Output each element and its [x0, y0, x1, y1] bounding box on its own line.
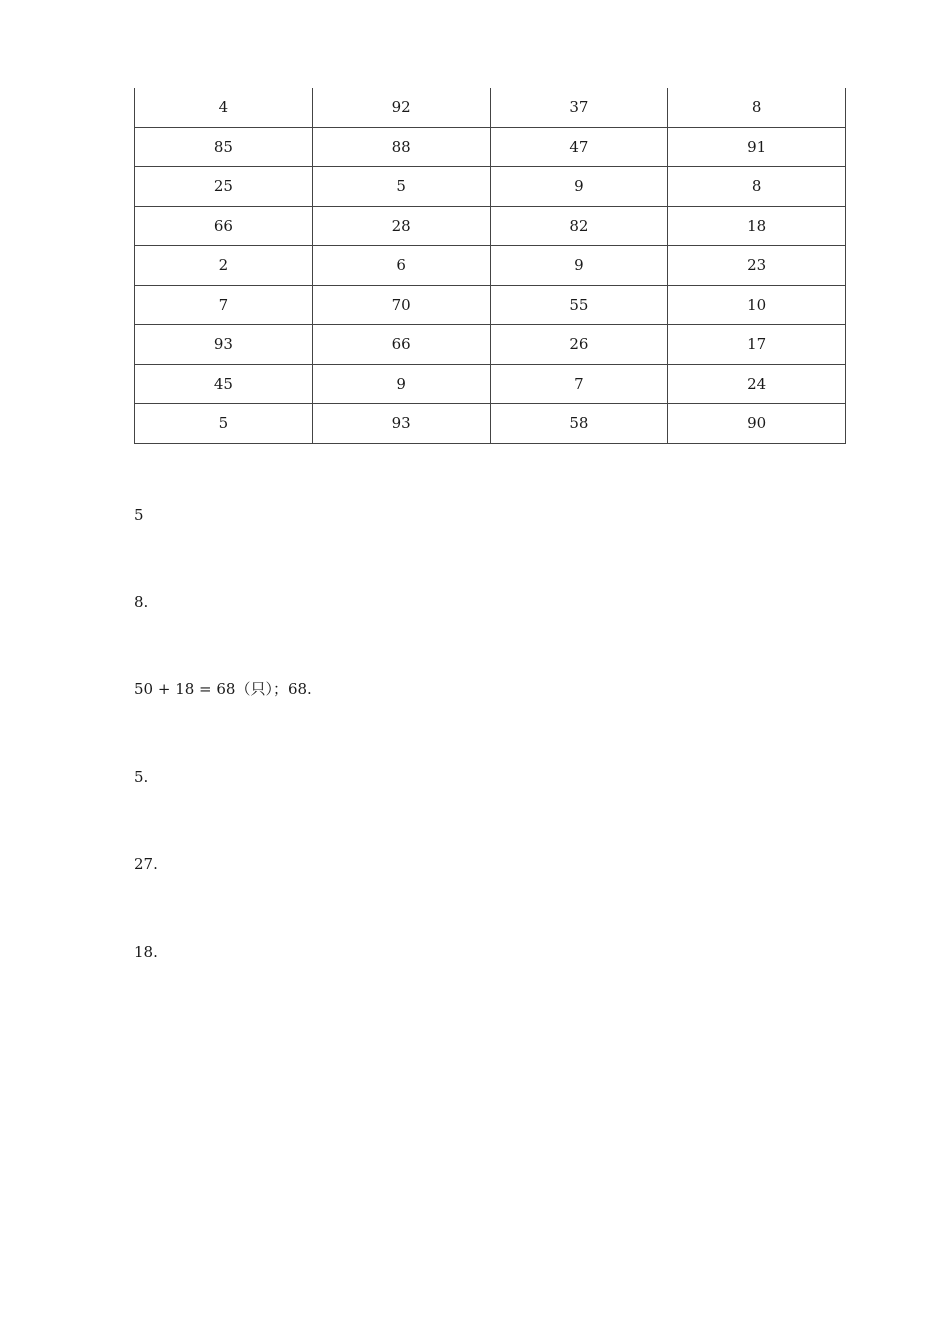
table-cell: 18 — [668, 206, 846, 246]
table-cell: 66 — [135, 206, 313, 246]
table-cell: 2 — [135, 246, 313, 286]
table-row — [135, 88, 846, 127]
table-cell: 8 — [668, 167, 846, 207]
answer-line: 50 + 18 = 68（只）；68. — [134, 680, 312, 698]
table-cell: 25 — [135, 167, 313, 207]
table-cell: 9 — [312, 364, 490, 404]
table-cell: 66 — [312, 325, 490, 365]
answer-line: 27. — [134, 855, 158, 873]
table-cell: 17 — [668, 325, 846, 365]
table-cell: 6 — [312, 246, 490, 286]
table-row — [135, 167, 846, 207]
table-cell: 88 — [312, 127, 490, 167]
table-cell: 37 — [490, 88, 668, 127]
table-cell: 55 — [490, 285, 668, 325]
table-cell: 5 — [312, 167, 490, 207]
table-cell: 7 — [135, 285, 313, 325]
table-row — [135, 285, 846, 325]
table-row — [135, 364, 846, 404]
table-cell: 58 — [490, 404, 668, 444]
table-cell: 93 — [312, 404, 490, 444]
table-row — [135, 404, 846, 444]
table-cell: 9 — [490, 246, 668, 286]
table-cell: 7 — [490, 364, 668, 404]
table-cell: 70 — [312, 285, 490, 325]
answer-line: 5. — [134, 768, 149, 786]
table-cell: 92 — [312, 88, 490, 127]
table-cell: 26 — [490, 325, 668, 365]
number-table — [134, 88, 846, 444]
table-row — [135, 246, 846, 286]
table-cell: 82 — [490, 206, 668, 246]
table-cell: 8 — [668, 88, 846, 127]
table-cell: 45 — [135, 364, 313, 404]
table-cell: 47 — [490, 127, 668, 167]
table-row — [135, 325, 846, 365]
table-cell: 28 — [312, 206, 490, 246]
answer-line: 18. — [134, 943, 158, 961]
table-cell: 10 — [668, 285, 846, 325]
table-cell: 24 — [668, 364, 846, 404]
table-cell: 9 — [490, 167, 668, 207]
answer-line: 5 — [134, 506, 144, 524]
table-cell: 85 — [135, 127, 313, 167]
table-cell: 90 — [668, 404, 846, 444]
table-cell: 93 — [135, 325, 313, 365]
table-cell: 4 — [135, 88, 313, 127]
table-cell: 23 — [668, 246, 846, 286]
table-cell: 91 — [668, 127, 846, 167]
table-cell: 5 — [135, 404, 313, 444]
table-row — [135, 206, 846, 246]
number-table-body — [135, 88, 846, 443]
table-row — [135, 127, 846, 167]
answer-line: 8. — [134, 593, 149, 611]
